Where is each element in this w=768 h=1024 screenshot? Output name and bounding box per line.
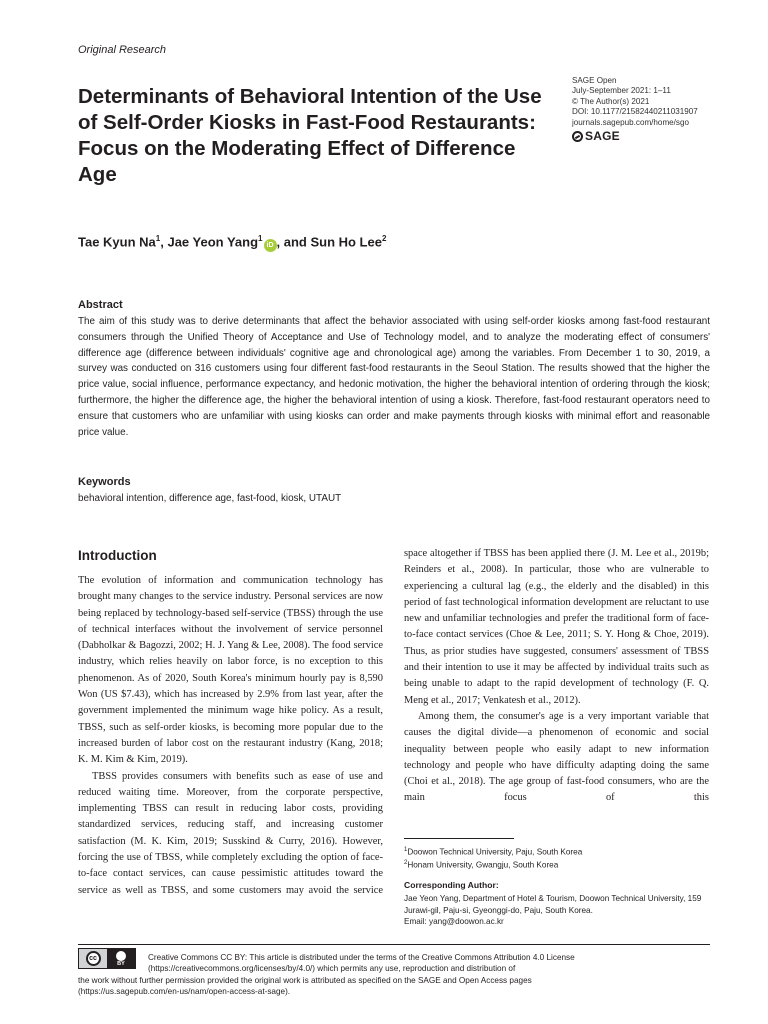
corresponding-author-details (404, 893, 709, 928)
author-separator: , (160, 234, 168, 250)
sage-logo (572, 131, 742, 142)
author-name[interactable]: Sun Ho Lee (310, 234, 382, 250)
sage-logo-text: SAGE (585, 129, 620, 144)
abstract-heading: Abstract (78, 299, 123, 311)
affiliation-marker: 2 (381, 234, 387, 243)
cc-logo-area (79, 949, 107, 968)
journal-url[interactable]: journals.sagepub.com/home/sgo (572, 117, 689, 127)
keywords-heading: Keywords (78, 476, 131, 488)
body-column-left (78, 573, 383, 899)
section-heading-introduction: Introduction (78, 548, 157, 563)
affiliation-marker: 1 (404, 847, 408, 853)
journal-copyright: © The Author(s) 2021 (572, 96, 650, 106)
affiliation-marker: 1 (155, 234, 161, 243)
affiliation-text: Honam University, Gwangju, South Korea (407, 861, 559, 871)
affiliation-marker: 2 (404, 860, 408, 867)
sage-swirl-icon (572, 131, 583, 142)
paragraph: TBSS provides consumers with benefits such as ease of use and reduced waiting time. Moreover, from the corporate perspective, implementing TBSS can result in reducing labor costs, providing standardized services, reducing staff, and increasing customer satisfaction (M. K. Kim, 2019; Susskind & Curry, 2016). However, forcing the use of TBSS, while completely excluding the option of face-to-face contact services, can cause pessimistic attitudes toward the service as well as TBSS, and some customers may avoid the service (78, 770, 383, 896)
section-label: Original Research (78, 44, 167, 56)
by-logo-area (107, 949, 135, 968)
cc-circle-icon: cc (86, 951, 101, 966)
license-text-line: Creative Commons CC BY: This article is distributed under the terms of the Creative Commons Attribution 4.0 License (148, 953, 575, 962)
paragraph: The evolution of information and communication technology has brought many changes to the service industry. Personal services are now being replaced by technology-based self-service (TBSS) through the use of technical interfaces without the involvement of service personnel (Dabholkar & Bagozzi, 2002; H. J. Yang & Lee, 2008). The food service industry, which relies heavily on labor force, is no exception to this phenomenon. As of 2020, South Korea's minimum hourly pay is 8,590 Won (US $7.43), which has increased by 2.9% from last year, after the government implemented the minimum wage hike policy. As a result, TBSS, such as self-order kiosks, is becoming more popular due to the increased burden of labor cost on the restaurant industry (Kang, 2018; K. M. Kim & Kim, 2019). (78, 575, 383, 766)
corresponding-author-heading: Corresponding Author: (404, 880, 499, 890)
person-icon (116, 951, 126, 961)
license-link[interactable]: (https://us.sagepub.com/en-us/nam/open-access-at-sage). (78, 987, 291, 996)
author-list (78, 234, 386, 252)
journal-doi[interactable]: DOI: 10.1177/21582440211031907 (572, 107, 698, 117)
article-title: Determinants of Behavioral Intention of the Use of Self-Order Kiosks in Fast-Food Restaurants: Focus on the Moderating Effect of Difference Age (78, 85, 542, 186)
license-text-line: the work without further permission provided the original work is attributed as specified on the SAGE and Open Access pages (78, 976, 532, 985)
paragraph: space altogether if TBSS has been applied there (J. M. Lee et al., 2019b; Reinders et al., 2008). In particular, those who are vulnerable to experiencing a cultural lag (e.g., the elderly and the disabled) in this period of fast technological information development are reluctant to use new and unfamiliar technologies and prefer the traditional form of face-to-face contact services (Choe & Lee, 2011; S. Y. Hong & Choe, 2019). Thus, as prior studies have suggested, consumers' assessment of TBSS and their intention to use it may be affected by individual traits such as being unable to adapt to the rapid development of technology (F. Q. Meng et al., 2017; Venkatesh et al., 2012). (404, 548, 709, 706)
affiliation-item (404, 845, 709, 858)
journal-name: SAGE Open (572, 76, 617, 85)
keywords-list: behavioral intention, difference age, fast-food, kiosk, UTAUT (78, 493, 342, 504)
orcid-icon[interactable]: iD (264, 239, 277, 252)
corresponding-author-email[interactable]: Email: yang@doowon.ac.kr (404, 917, 504, 927)
body-column-right (404, 546, 709, 807)
journal-info (572, 76, 742, 142)
journal-issue: July-September 2021: 1–11 (572, 86, 671, 96)
affiliation-marker: 1 (258, 234, 263, 243)
author-separator: , and (276, 234, 311, 250)
author-name[interactable]: Tae Kyun Na (78, 234, 156, 250)
affiliations (404, 845, 709, 872)
by-label: BY (117, 960, 125, 967)
author-name[interactable]: Jae Yeon Yang (167, 234, 259, 250)
footnote-divider (404, 838, 514, 839)
affiliation-item (404, 858, 709, 871)
license-link[interactable]: (https://creativecommons.org/licenses/by/4.0/) which permits any use, reproduction and distribution of (148, 964, 516, 973)
abstract-body: The aim of this study was to derive determinants that affect the behavior associated with using self-order kiosks among fast-food restaurant consumers through the Unified Theory of Acceptance and Use of Technology model, and to analyze the moderating effect of consumers' difference age (difference between individuals' cognitive age and chronological age) among the variables. From December 1 to 30, 2019, a survey was conducted on 316 customers using four different fast-food restaurants in the Seoul Station. The results showed that the higher the price value, social influence, performance expectancy, and hedonic motivation, the higher the behavioral intention of ordering through the kiosk; furthermore, the higher the difference age, the higher the behavioral intention of using a kiosk. Therefore, fast-food restaurant operators need to ensure that customers who are unfamiliar with using kiosks can order and make payments through kiosks with minimal effort and reasonable price value. (78, 316, 710, 438)
corresponding-author-address: Jae Yeon Yang, Department of Hotel & Tourism, Doowon Technical University, 159 Jurawi-gil, Paju-si, Gyeonggi-do, Paju, South Korea. (404, 894, 702, 915)
cc-by-badge-icon[interactable] (78, 948, 136, 969)
license-divider (78, 944, 710, 945)
affiliation-text: Doowon Technical University, Paju, South Korea (407, 847, 583, 857)
paragraph: Among them, the consumer's age is a very important variable that causes the digital divide—a phenomenon of economic and social inequality between people who easily adapt to new information technology and people who have difficulty adapting doing the same (Choi et al., 2018). The age group of fast-food consumers, who are the main focus of this (404, 710, 709, 804)
